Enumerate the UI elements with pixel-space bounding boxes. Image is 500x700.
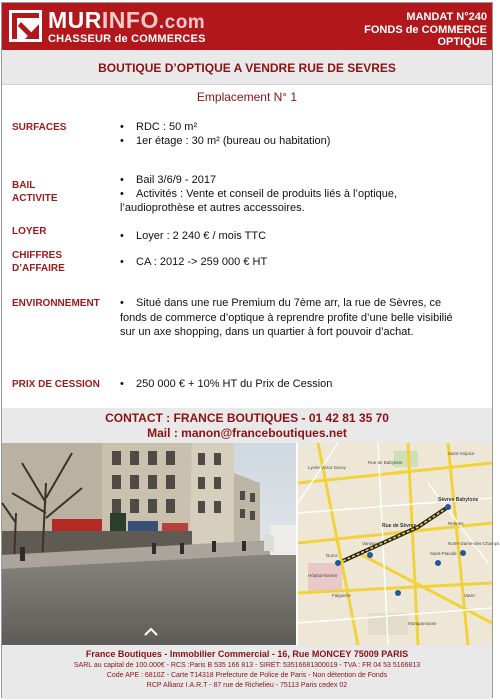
contact-phone: CONTACT : FRANCE BOUTIQUES - 01 42 81 35 70 <box>105 411 389 425</box>
prix-label: PRIX DE CESSION <box>12 379 100 390</box>
street-view-photo <box>2 443 296 645</box>
map-label: Duroc <box>326 553 339 558</box>
map-label: Vavin <box>464 593 475 598</box>
map-label: Falguière <box>332 593 351 598</box>
bullet-glyph: • <box>120 188 124 200</box>
surfaces-content <box>120 120 470 148</box>
header-bar <box>2 3 492 50</box>
ca-label-line: D’AFFAIRE <box>12 262 65 274</box>
bail-term: Bail 3/6/9 - 2017 <box>136 174 217 186</box>
brand-part-info: INFO <box>101 7 159 33</box>
bullet-glyph: • <box>120 230 124 242</box>
surfaces-rdc: RDC : 50 m² <box>136 121 198 133</box>
loyer-value: Loyer : 2 240 € / mois TTC <box>136 230 267 242</box>
map-label: Notre-Dame-des-Champs <box>448 541 500 546</box>
contact-email: Mail : manon@franceboutiques.net <box>147 426 347 440</box>
bullet-glyph: • <box>120 135 124 147</box>
mandat-block <box>307 11 487 49</box>
surfaces-etage: 1er étage : 30 m² (bureau ou habitation) <box>136 135 331 147</box>
map-label: Hôpital Necker <box>308 573 338 578</box>
environnement-item <box>120 296 465 340</box>
brand-tagline: CHASSEUR de COMMERCES <box>48 33 206 45</box>
murinfo-logo-icon <box>9 10 42 42</box>
prix-item <box>120 377 470 391</box>
map-label: Montparnasse <box>408 621 437 626</box>
bail-label <box>12 180 58 205</box>
bullet-glyph: • <box>120 121 124 133</box>
prix-content <box>120 377 470 391</box>
ca-label <box>12 250 65 275</box>
environnement-label: ENVIRONNEMENT <box>12 298 100 309</box>
emplacement-heading: Emplacement N° 1 <box>196 90 298 104</box>
surfaces-item <box>120 134 470 148</box>
title-band <box>2 50 492 85</box>
footer-legal-line: RCP Allianz I.A.R.T - 87 rue de Richelieu - 75113 Paris cedex 02 <box>146 682 348 689</box>
footer-company: France Boutiques - Immobilier Commercial - 16, Rue MONCEY 75009 PARIS <box>85 649 409 659</box>
bail-item <box>120 173 470 187</box>
surfaces-item <box>120 120 470 134</box>
brand-part-com: .com <box>158 12 206 33</box>
listing-sheet <box>1 2 500 698</box>
map-label: Sèvres Babylone <box>438 497 479 503</box>
mandat-number: MANDAT N°240 <box>406 11 487 23</box>
loyer-item <box>120 229 470 243</box>
map-label: Lycée Victor Duruy <box>308 465 346 470</box>
brand-name <box>48 8 205 35</box>
footer-band <box>2 645 492 699</box>
map-label: Saint-Placide <box>430 551 457 556</box>
location-map <box>298 443 500 645</box>
bullet-glyph: • <box>120 256 124 268</box>
footer-legal-line: Code APE : 6810Z - Carte T14318 Prefecture de Police de Paris - Non détention de Fonds <box>106 672 388 679</box>
mandat-activity: OPTIQUE <box>437 36 487 48</box>
mandat-type: FONDS de COMMERCE <box>364 23 487 36</box>
ca-content <box>120 255 470 269</box>
map-label: Saint-Sulpice <box>448 451 475 456</box>
activite-text: Activités : Vente et conseil de produits liés à l’optique, l’audioprothèse et autres accessoires. <box>120 188 398 214</box>
bullet-glyph: • <box>120 378 124 390</box>
environnement-content <box>120 296 465 340</box>
bail-content <box>120 173 470 215</box>
brand-part-mur: MUR <box>48 7 102 33</box>
loyer-content <box>120 229 470 243</box>
activite-label-line: ACTIVITE <box>12 192 58 204</box>
environnement-text: Situé dans une rue Premium du 7ème arr, la rue de Sèvres, ce fonds de commerce d’optique à reprendre profite d’une belle visibilié sur un axe shopping, dans un quartier à fort pouvoir d’achat. <box>120 297 453 338</box>
ca-value: CA : 2012 -> 259 000 € HT <box>136 256 268 268</box>
bullet-glyph: • <box>120 174 124 186</box>
prix-value: 250 000 € + 10% HT du Prix de Cession <box>136 378 333 390</box>
ca-item <box>120 255 470 269</box>
bail-label-line: BAIL <box>12 180 36 191</box>
footer-legal-line: SARL au capital de 100.000€ - RCS :Paris B 535 166 813 - SIRET: 53516681300019 - TVA : FR 04 53 5166813 <box>73 662 421 669</box>
contact-band <box>2 408 492 443</box>
map-label: Rue de Babylone <box>368 460 403 465</box>
activite-item <box>120 187 470 215</box>
map-label: Rennes <box>448 521 464 526</box>
bullet-glyph: • <box>120 297 124 309</box>
photos-row <box>2 443 500 645</box>
map-label: Rue de Sèvres <box>382 523 417 529</box>
surfaces-label: SURFACES <box>12 122 67 133</box>
ca-label-line: CHIFFRES <box>12 250 62 261</box>
map-label: Vaneau <box>362 541 378 546</box>
loyer-label: LOYER <box>12 226 47 237</box>
listing-title: BOUTIQUE D’OPTIQUE A VENDRE RUE DE SEVRES <box>98 61 396 75</box>
